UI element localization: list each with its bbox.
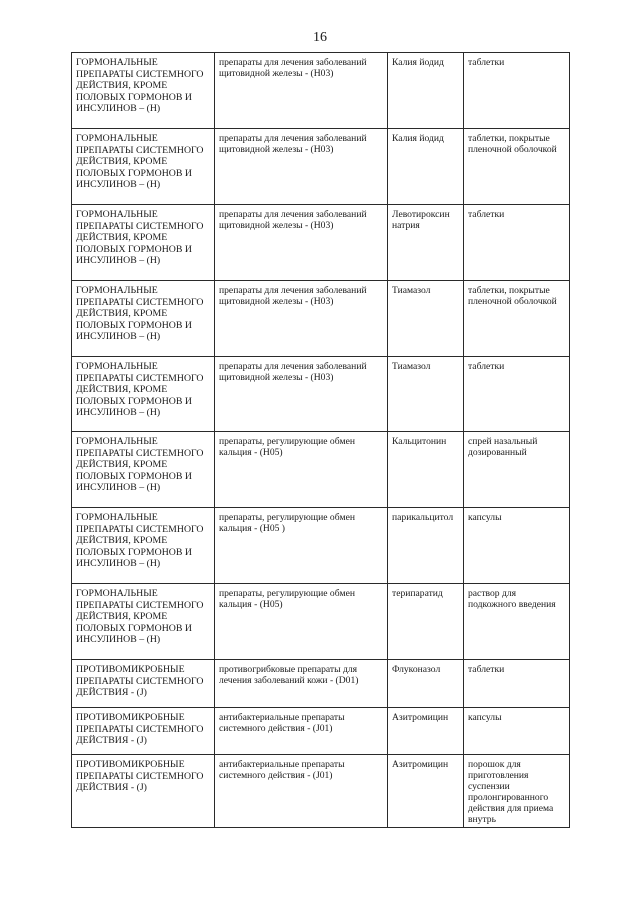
group-cell: ГОРМОНАЛЬНЫЕ ПРЕПАРАТЫ СИСТЕМНОГО ДЕЙСТВИЯ, КРОМЕ ПОЛОВЫХ ГОРМОНОВ И ИНСУЛИНОВ – (H)	[72, 129, 215, 205]
form-cell: таблетки, покрытые пленочной оболочкой	[464, 281, 570, 357]
subgroup-cell: препараты для лечения заболеваний щитовидной железы - (H03)	[215, 281, 388, 357]
subgroup-cell: препараты, регулирующие обмен кальция - (H05 )	[215, 508, 388, 584]
table-row	[72, 281, 570, 357]
group-cell: ГОРМОНАЛЬНЫЕ ПРЕПАРАТЫ СИСТЕМНОГО ДЕЙСТВИЯ, КРОМЕ ПОЛОВЫХ ГОРМОНОВ И ИНСУЛИНОВ – (H)	[72, 508, 215, 584]
group-cell: ПРОТИВОМИКРОБНЫЕ ПРЕПАРАТЫ СИСТЕМНОГО ДЕЙСТВИЯ - (J)	[72, 708, 215, 755]
form-cell: капсулы	[464, 708, 570, 755]
drug-cell: Левотироксин натрия	[388, 205, 464, 281]
group-cell: ГОРМОНАЛЬНЫЕ ПРЕПАРАТЫ СИСТЕМНОГО ДЕЙСТВИЯ, КРОМЕ ПОЛОВЫХ ГОРМОНОВ И ИНСУЛИНОВ – (H)	[72, 53, 215, 129]
drug-cell: Тиамазол	[388, 357, 464, 432]
drug-cell: Азитромицин	[388, 755, 464, 828]
group-cell: ГОРМОНАЛЬНЫЕ ПРЕПАРАТЫ СИСТЕМНОГО ДЕЙСТВИЯ, КРОМЕ ПОЛОВЫХ ГОРМОНОВ И ИНСУЛИНОВ – (H)	[72, 357, 215, 432]
table-row	[72, 508, 570, 584]
table-row	[72, 708, 570, 755]
drug-table	[71, 52, 570, 828]
group-cell: ГОРМОНАЛЬНЫЕ ПРЕПАРАТЫ СИСТЕМНОГО ДЕЙСТВИЯ, КРОМЕ ПОЛОВЫХ ГОРМОНОВ И ИНСУЛИНОВ – (H)	[72, 205, 215, 281]
group-cell: ПРОТИВОМИКРОБНЫЕ ПРЕПАРАТЫ СИСТЕМНОГО ДЕЙСТВИЯ - (J)	[72, 660, 215, 708]
drug-cell: Тиамазол	[388, 281, 464, 357]
drug-cell: Калия йодид	[388, 129, 464, 205]
drug-cell: Кальцитонин	[388, 432, 464, 508]
page-number: 16	[313, 30, 327, 45]
form-cell: раствор для подкожного введения	[464, 584, 570, 660]
form-cell: таблетки, покрытые пленочной оболочкой	[464, 129, 570, 205]
subgroup-cell: антибактериальные препараты системного действия - (J01)	[215, 708, 388, 755]
form-cell: таблетки	[464, 660, 570, 708]
table-row	[72, 53, 570, 129]
drug-cell: Азитромицин	[388, 708, 464, 755]
drug-cell: Калия йодид	[388, 53, 464, 129]
subgroup-cell: препараты для лечения заболеваний щитовидной железы - (H03)	[215, 357, 388, 432]
group-cell: ПРОТИВОМИКРОБНЫЕ ПРЕПАРАТЫ СИСТЕМНОГО ДЕЙСТВИЯ - (J)	[72, 755, 215, 828]
subgroup-cell: препараты, регулирующие обмен кальция - (H05)	[215, 584, 388, 660]
drug-cell: Флуконазол	[388, 660, 464, 708]
table-row	[72, 357, 570, 432]
group-cell: ГОРМОНАЛЬНЫЕ ПРЕПАРАТЫ СИСТЕМНОГО ДЕЙСТВИЯ, КРОМЕ ПОЛОВЫХ ГОРМОНОВ И ИНСУЛИНОВ – (H)	[72, 281, 215, 357]
drug-cell: парикальцитол	[388, 508, 464, 584]
table-row	[72, 205, 570, 281]
form-cell: таблетки	[464, 205, 570, 281]
subgroup-cell: препараты, регулирующие обмен кальция - (H05)	[215, 432, 388, 508]
table-row	[72, 584, 570, 660]
subgroup-cell: противогрибковые препараты для лечения заболеваний кожи - (D01)	[215, 660, 388, 708]
drug-cell: терипаратид	[388, 584, 464, 660]
form-cell: таблетки	[464, 357, 570, 432]
table-row	[72, 755, 570, 828]
group-cell: ГОРМОНАЛЬНЫЕ ПРЕПАРАТЫ СИСТЕМНОГО ДЕЙСТВИЯ, КРОМЕ ПОЛОВЫХ ГОРМОНОВ И ИНСУЛИНОВ – (H)	[72, 432, 215, 508]
form-cell: таблетки	[464, 53, 570, 129]
table-row	[72, 129, 570, 205]
subgroup-cell: препараты для лечения заболеваний щитовидной железы - (H03)	[215, 129, 388, 205]
table-row	[72, 660, 570, 708]
subgroup-cell: препараты для лечения заболеваний щитовидной железы - (H03)	[215, 53, 388, 129]
form-cell: спрей назальный дозированный	[464, 432, 570, 508]
form-cell: капсулы	[464, 508, 570, 584]
subgroup-cell: препараты для лечения заболеваний щитовидной железы - (H03)	[215, 205, 388, 281]
form-cell: порошок для приготовления суспензии пролонгированного действия для приема внутрь	[464, 755, 570, 828]
group-cell: ГОРМОНАЛЬНЫЕ ПРЕПАРАТЫ СИСТЕМНОГО ДЕЙСТВИЯ, КРОМЕ ПОЛОВЫХ ГОРМОНОВ И ИНСУЛИНОВ – (H)	[72, 584, 215, 660]
subgroup-cell: антибактериальные препараты системного действия - (J01)	[215, 755, 388, 828]
table-row	[72, 432, 570, 508]
